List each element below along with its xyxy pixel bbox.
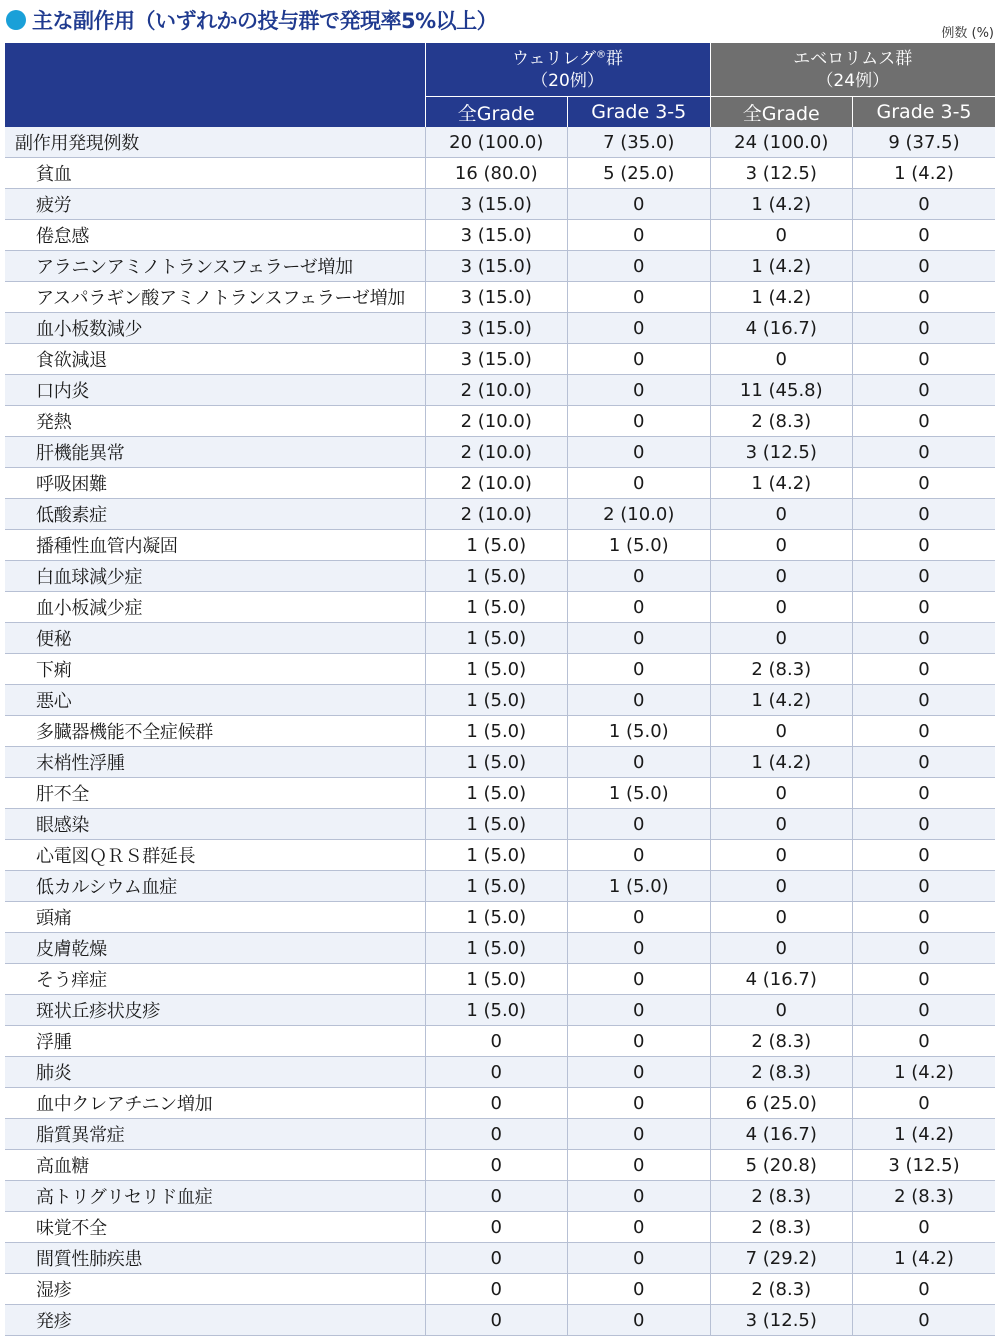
reaction-name-cell: 肺炎 xyxy=(5,1057,425,1088)
value-cell: 0 xyxy=(853,592,996,623)
table-row xyxy=(5,778,995,809)
reaction-name-cell: 副作用発現例数 xyxy=(5,127,425,158)
value-cell: 0 xyxy=(853,251,996,282)
reaction-name-cell: 血小板数減少 xyxy=(5,313,425,344)
value-cell: 1 (5.0) xyxy=(568,871,711,902)
title-area xyxy=(6,3,497,37)
value-cell: 0 xyxy=(853,964,996,995)
value-cell: 0 xyxy=(568,1119,711,1150)
bullet-icon xyxy=(6,10,26,30)
value-cell: 0 xyxy=(710,530,853,561)
value-cell: 2 (10.0) xyxy=(425,406,568,437)
value-cell: 0 xyxy=(853,995,996,1026)
table-row xyxy=(5,654,995,685)
value-cell: 0 xyxy=(853,747,996,778)
value-cell: 1 (4.2) xyxy=(710,189,853,220)
value-cell: 6 (25.0) xyxy=(710,1088,853,1119)
value-cell: 1 (5.0) xyxy=(425,685,568,716)
header-blank-cell xyxy=(5,43,425,127)
value-cell: 3 (15.0) xyxy=(425,189,568,220)
value-cell: 0 xyxy=(568,1274,711,1305)
value-cell: 1 (4.2) xyxy=(710,251,853,282)
value-cell: 0 xyxy=(710,871,853,902)
reaction-name-cell: 脂質異常症 xyxy=(5,1119,425,1150)
value-cell: 3 (15.0) xyxy=(425,282,568,313)
reaction-name-cell: 高血糖 xyxy=(5,1150,425,1181)
value-cell: 0 xyxy=(568,933,711,964)
table-row xyxy=(5,1150,995,1181)
value-cell: 0 xyxy=(568,809,711,840)
table-row xyxy=(5,127,995,158)
value-cell: 0 xyxy=(568,1212,711,1243)
value-cell: 16 (80.0) xyxy=(425,158,568,189)
value-cell: 3 (12.5) xyxy=(710,1305,853,1336)
reaction-name-cell: 悪心 xyxy=(5,685,425,716)
value-cell: 2 (8.3) xyxy=(710,1212,853,1243)
value-cell: 1 (4.2) xyxy=(710,468,853,499)
value-cell: 0 xyxy=(853,685,996,716)
value-cell: 0 xyxy=(425,1088,568,1119)
subheader-welireg-all-grade: 全Grade xyxy=(425,97,568,128)
reaction-name-cell: 高トリグリセリド血症 xyxy=(5,1181,425,1212)
value-cell: 20 (100.0) xyxy=(425,127,568,158)
value-cell: 0 xyxy=(853,499,996,530)
value-cell: 4 (16.7) xyxy=(710,313,853,344)
value-cell: 0 xyxy=(568,964,711,995)
value-cell: 0 xyxy=(568,1026,711,1057)
group-name: ウェリレグ xyxy=(512,48,596,69)
value-cell: 1 (5.0) xyxy=(425,995,568,1026)
value-cell: 1 (5.0) xyxy=(425,716,568,747)
value-cell: 0 xyxy=(853,840,996,871)
value-cell: 9 (37.5) xyxy=(853,127,996,158)
value-cell: 5 (25.0) xyxy=(568,158,711,189)
group-header-everolimus xyxy=(710,43,995,97)
value-cell: 0 xyxy=(853,468,996,499)
table-row xyxy=(5,623,995,654)
value-cell: 0 xyxy=(710,561,853,592)
page-title: 主な副作用（いずれかの投与群で発現率5%以上） xyxy=(32,9,498,33)
reaction-name-cell: 心電図ＱＲＳ群延長 xyxy=(5,840,425,871)
reaction-name-cell: 斑状丘疹状皮疹 xyxy=(5,995,425,1026)
value-cell: 0 xyxy=(853,902,996,933)
reaction-name-cell: 眼感染 xyxy=(5,809,425,840)
reaction-name-cell: 頭痛 xyxy=(5,902,425,933)
value-cell: 0 xyxy=(568,1150,711,1181)
value-cell: 7 (29.2) xyxy=(710,1243,853,1274)
table-row xyxy=(5,313,995,344)
value-cell: 0 xyxy=(853,530,996,561)
group-count: （24例） xyxy=(816,70,890,91)
table-row xyxy=(5,530,995,561)
value-cell: 0 xyxy=(425,1150,568,1181)
value-cell: 0 xyxy=(568,561,711,592)
value-cell: 1 (5.0) xyxy=(425,840,568,871)
value-cell: 0 xyxy=(568,189,711,220)
table-row xyxy=(5,685,995,716)
table-row xyxy=(5,406,995,437)
value-cell: 0 xyxy=(853,220,996,251)
value-cell: 1 (4.2) xyxy=(853,1057,996,1088)
reaction-name-cell: 呼吸困難 xyxy=(5,468,425,499)
value-cell: 1 (4.2) xyxy=(710,685,853,716)
reaction-name-cell: 血中クレアチニン増加 xyxy=(5,1088,425,1119)
group-count: （20例） xyxy=(531,70,604,91)
value-cell: 3 (15.0) xyxy=(425,220,568,251)
value-cell: 0 xyxy=(853,933,996,964)
reaction-name-cell: 多臓器機能不全症候群 xyxy=(5,716,425,747)
value-cell: 0 xyxy=(710,933,853,964)
value-cell: 1 (5.0) xyxy=(425,592,568,623)
value-cell: 0 xyxy=(568,1243,711,1274)
table-row xyxy=(5,220,995,251)
value-cell: 2 (8.3) xyxy=(853,1181,996,1212)
table-row xyxy=(5,592,995,623)
value-cell: 1 (4.2) xyxy=(710,747,853,778)
value-cell: 1 (5.0) xyxy=(425,809,568,840)
value-cell: 0 xyxy=(710,592,853,623)
value-cell: 0 xyxy=(568,375,711,406)
reaction-name-cell: 播種性血管内凝固 xyxy=(5,530,425,561)
table-row xyxy=(5,437,995,468)
value-cell: 2 (8.3) xyxy=(710,654,853,685)
value-cell: 1 (5.0) xyxy=(568,778,711,809)
value-cell: 1 (5.0) xyxy=(425,778,568,809)
value-cell: 0 xyxy=(853,189,996,220)
value-cell: 2 (10.0) xyxy=(425,468,568,499)
value-cell: 2 (8.3) xyxy=(710,1274,853,1305)
value-cell: 0 xyxy=(710,840,853,871)
subheader-everolimus-grade-3-5: Grade 3-5 xyxy=(853,97,996,128)
value-cell: 0 xyxy=(853,1212,996,1243)
reaction-name-cell: アラニンアミノトランスフェラーゼ増加 xyxy=(5,251,425,282)
table-row xyxy=(5,499,995,530)
value-cell: 3 (15.0) xyxy=(425,344,568,375)
reaction-name-cell: 低カルシウム血症 xyxy=(5,871,425,902)
table-row xyxy=(5,1181,995,1212)
value-cell: 0 xyxy=(568,251,711,282)
table-row xyxy=(5,716,995,747)
table-row xyxy=(5,1057,995,1088)
value-cell: 4 (16.7) xyxy=(710,964,853,995)
value-cell: 0 xyxy=(853,561,996,592)
reaction-name-cell: 低酸素症 xyxy=(5,499,425,530)
reaction-name-cell: 末梢性浮腫 xyxy=(5,747,425,778)
value-cell: 0 xyxy=(853,716,996,747)
value-cell: 1 (4.2) xyxy=(853,1243,996,1274)
value-cell: 0 xyxy=(710,499,853,530)
value-cell: 0 xyxy=(853,406,996,437)
reaction-name-cell: 下痢 xyxy=(5,654,425,685)
value-cell: 0 xyxy=(568,1181,711,1212)
subheader-welireg-grade-3-5: Grade 3-5 xyxy=(568,97,711,128)
value-cell: 0 xyxy=(568,623,711,654)
value-cell: 3 (12.5) xyxy=(853,1150,996,1181)
table-row xyxy=(5,1243,995,1274)
value-cell: 0 xyxy=(710,623,853,654)
reaction-name-cell: 肝不全 xyxy=(5,778,425,809)
value-cell: 3 (15.0) xyxy=(425,313,568,344)
value-cell: 1 (5.0) xyxy=(425,654,568,685)
value-cell: 2 (10.0) xyxy=(425,375,568,406)
value-cell: 0 xyxy=(568,654,711,685)
value-cell: 0 xyxy=(425,1305,568,1336)
value-cell: 24 (100.0) xyxy=(710,127,853,158)
value-cell: 0 xyxy=(710,995,853,1026)
reaction-name-cell: 発熱 xyxy=(5,406,425,437)
reaction-name-cell: 白血球減少症 xyxy=(5,561,425,592)
value-cell: 0 xyxy=(568,685,711,716)
value-cell: 0 xyxy=(568,220,711,251)
value-cell: 2 (8.3) xyxy=(710,1057,853,1088)
value-cell: 2 (10.0) xyxy=(425,499,568,530)
value-cell: 2 (8.3) xyxy=(710,406,853,437)
value-cell: 0 xyxy=(853,1305,996,1336)
value-cell: 0 xyxy=(425,1181,568,1212)
group-suffix: 群 xyxy=(606,48,623,69)
table-row xyxy=(5,1212,995,1243)
value-cell: 1 (5.0) xyxy=(568,716,711,747)
table-row xyxy=(5,1274,995,1305)
value-cell: 0 xyxy=(710,902,853,933)
table-row xyxy=(5,840,995,871)
value-cell: 0 xyxy=(425,1274,568,1305)
value-cell: 11 (45.8) xyxy=(710,375,853,406)
value-cell: 0 xyxy=(853,437,996,468)
reaction-name-cell: 肝機能異常 xyxy=(5,437,425,468)
value-cell: 0 xyxy=(710,809,853,840)
value-cell: 4 (16.7) xyxy=(710,1119,853,1150)
table-row xyxy=(5,344,995,375)
subheader-everolimus-all-grade: 全Grade xyxy=(710,97,853,128)
table-body xyxy=(5,127,995,1336)
value-cell: 0 xyxy=(568,313,711,344)
group-name: エベロリムス群 xyxy=(793,48,913,69)
value-cell: 2 (10.0) xyxy=(568,499,711,530)
table-row xyxy=(5,1088,995,1119)
value-cell: 0 xyxy=(568,1088,711,1119)
group-header-welireg xyxy=(425,43,710,97)
reaction-name-cell: 口内炎 xyxy=(5,375,425,406)
value-cell: 1 (5.0) xyxy=(425,747,568,778)
reaction-name-cell: 味覚不全 xyxy=(5,1212,425,1243)
value-cell: 1 (4.2) xyxy=(853,1119,996,1150)
reaction-name-cell: 貧血 xyxy=(5,158,425,189)
table-row xyxy=(5,809,995,840)
reaction-name-cell: 湿疹 xyxy=(5,1274,425,1305)
value-cell: 2 (8.3) xyxy=(710,1026,853,1057)
value-cell: 0 xyxy=(568,840,711,871)
value-cell: 0 xyxy=(425,1119,568,1150)
table-row xyxy=(5,1305,995,1336)
value-cell: 1 (5.0) xyxy=(425,964,568,995)
value-cell: 0 xyxy=(853,313,996,344)
value-cell: 0 xyxy=(425,1243,568,1274)
value-cell: 1 (5.0) xyxy=(425,561,568,592)
value-cell: 5 (20.8) xyxy=(710,1150,853,1181)
value-cell: 0 xyxy=(853,282,996,313)
value-cell: 0 xyxy=(853,654,996,685)
value-cell: 1 (5.0) xyxy=(425,933,568,964)
value-cell: 0 xyxy=(710,220,853,251)
table-row xyxy=(5,995,995,1026)
table-row xyxy=(5,561,995,592)
table-row xyxy=(5,933,995,964)
value-cell: 3 (15.0) xyxy=(425,251,568,282)
value-cell: 0 xyxy=(853,344,996,375)
adverse-reactions-table xyxy=(5,43,995,1336)
table-row xyxy=(5,747,995,778)
value-cell: 0 xyxy=(853,375,996,406)
table-row xyxy=(5,871,995,902)
reaction-name-cell: 皮膚乾燥 xyxy=(5,933,425,964)
value-cell: 0 xyxy=(710,778,853,809)
value-cell: 0 xyxy=(853,623,996,654)
value-cell: 0 xyxy=(568,1305,711,1336)
reaction-name-cell: 浮腫 xyxy=(5,1026,425,1057)
table-row xyxy=(5,902,995,933)
reaction-name-cell: 食欲減退 xyxy=(5,344,425,375)
table-row xyxy=(5,251,995,282)
value-cell: 0 xyxy=(568,592,711,623)
value-cell: 0 xyxy=(568,437,711,468)
table-row xyxy=(5,468,995,499)
value-cell: 0 xyxy=(853,778,996,809)
reaction-name-cell: 疲労 xyxy=(5,189,425,220)
value-cell: 1 (5.0) xyxy=(425,530,568,561)
value-cell: 3 (12.5) xyxy=(710,437,853,468)
value-cell: 1 (5.0) xyxy=(425,623,568,654)
value-cell: 1 (5.0) xyxy=(425,902,568,933)
reaction-name-cell: アスパラギン酸アミノトランスフェラーゼ増加 xyxy=(5,282,425,313)
value-cell: 0 xyxy=(853,1026,996,1057)
reaction-name-cell: 便秘 xyxy=(5,623,425,654)
value-cell: 0 xyxy=(853,1088,996,1119)
value-cell: 0 xyxy=(425,1026,568,1057)
table-row xyxy=(5,282,995,313)
value-cell: 0 xyxy=(568,468,711,499)
value-cell: 0 xyxy=(568,902,711,933)
value-cell: 2 (10.0) xyxy=(425,437,568,468)
table-row xyxy=(5,189,995,220)
reaction-name-cell: 倦怠感 xyxy=(5,220,425,251)
reaction-name-cell: 発疹 xyxy=(5,1305,425,1336)
value-cell: 0 xyxy=(568,282,711,313)
value-cell: 0 xyxy=(425,1212,568,1243)
value-cell: 0 xyxy=(568,406,711,437)
value-cell: 0 xyxy=(568,1057,711,1088)
table-row xyxy=(5,1026,995,1057)
value-cell: 1 (5.0) xyxy=(568,530,711,561)
reaction-name-cell: そう痒症 xyxy=(5,964,425,995)
value-cell: 0 xyxy=(425,1057,568,1088)
value-cell: 0 xyxy=(710,344,853,375)
value-cell: 7 (35.0) xyxy=(568,127,711,158)
table-row xyxy=(5,158,995,189)
table-row xyxy=(5,964,995,995)
value-cell: 0 xyxy=(853,809,996,840)
value-cell: 1 (4.2) xyxy=(710,282,853,313)
registered-mark: ® xyxy=(596,48,606,60)
table-row xyxy=(5,1119,995,1150)
table-row xyxy=(5,375,995,406)
value-cell: 0 xyxy=(853,1274,996,1305)
value-cell: 0 xyxy=(568,995,711,1026)
unit-label: 例数 (%) xyxy=(941,26,994,41)
value-cell: 0 xyxy=(710,716,853,747)
value-cell: 3 (12.5) xyxy=(710,158,853,189)
value-cell: 1 (4.2) xyxy=(853,158,996,189)
reaction-name-cell: 間質性肺疾患 xyxy=(5,1243,425,1274)
value-cell: 1 (5.0) xyxy=(425,871,568,902)
value-cell: 0 xyxy=(568,747,711,778)
value-cell: 0 xyxy=(853,871,996,902)
value-cell: 2 (8.3) xyxy=(710,1181,853,1212)
reaction-name-cell: 血小板減少症 xyxy=(5,592,425,623)
value-cell: 0 xyxy=(568,344,711,375)
